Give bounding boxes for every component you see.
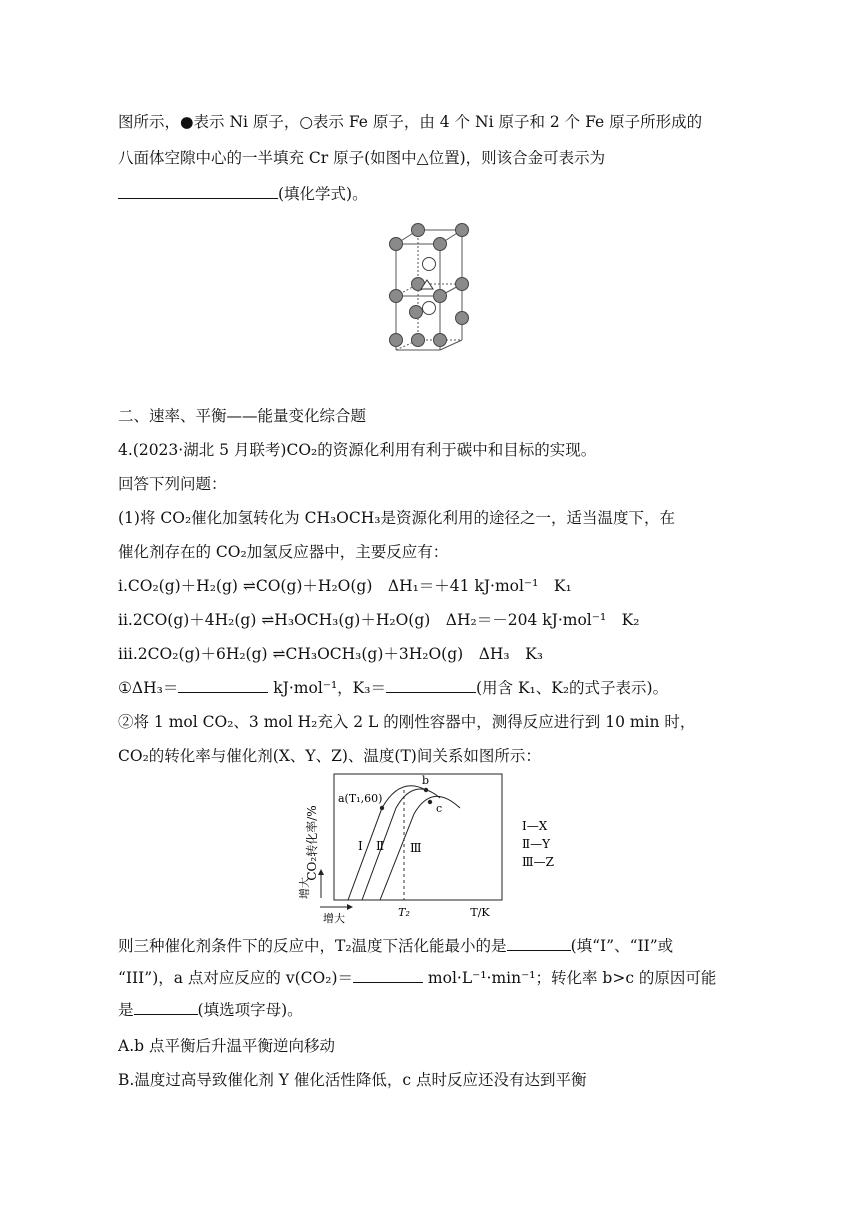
q3-line-2: 八面体空隙中心的一半填充 Cr 原子(如图中△位置)，则该合金可表示为: [118, 149, 606, 167]
after-chart-line1-suffix: (填“I”、“II”或: [570, 937, 674, 955]
series-label-3: Ⅲ: [410, 841, 422, 855]
sub1-prefix: ①ΔH₃＝: [118, 679, 179, 697]
point-label-b: b: [422, 774, 430, 787]
after-chart-line2: [118, 968, 716, 988]
reaction-i: i.CO₂(g)＋H₂(g) ⇌CO(g)＋H₂O(g) ΔH₁＝＋41 kJ·mol⁻¹ K₁: [118, 577, 572, 595]
answer-blank-catalyst[interactable]: [507, 936, 571, 951]
legend-item-x: Ⅰ—X: [522, 819, 548, 833]
curve-series-2: [362, 789, 443, 900]
q3-line-1: 图所示，●表示 Ni 原子，○表示 Fe 原子，由 4 个 Ni 原子和 2 个 Fe 原子所形成的: [118, 113, 703, 131]
after-chart-line1-prefix: 则三种催化剂条件下的反应中，T₂温度下活化能最小的是: [118, 937, 507, 955]
q4-title: 4.(2023·湖北 5 月联考)CO₂的资源化利用有利于碳中和目标的实现。: [118, 441, 597, 459]
legend-item-y: Ⅱ—Y: [522, 837, 551, 851]
after-chart-line3-suffix: (填选项字母)。: [197, 1001, 303, 1019]
section-heading: 二、速率、平衡——能量变化综合题: [118, 407, 367, 425]
sub1-mid: kJ·mol⁻¹，K₃＝: [268, 679, 386, 697]
after-chart-line2-prefix: “III”)，a 点对应反应的 v(CO₂)＝: [118, 969, 353, 987]
y-arrow-label: 增大: [298, 877, 311, 899]
point-b: [424, 788, 428, 792]
answer-blank-dh3[interactable]: [178, 678, 268, 693]
x-tick-label-t2: T₂: [398, 906, 410, 919]
series-label-1: Ⅰ: [358, 839, 363, 853]
legend-item-z: Ⅲ—Z: [522, 855, 554, 869]
after-chart-line1: [118, 936, 673, 956]
q3-line-3-suffix: (填化学式)。: [278, 185, 368, 203]
q4-sub2-line1: ②将 1 mol CO₂、3 mol H₂充入 2 L 的刚性容器中，测得反应进行到 10 min 时，: [118, 713, 696, 731]
x-arrow-label: 增大: [323, 912, 345, 925]
conversion-chart: [290, 768, 580, 928]
q4-part1-line2: 催化剂存在的 CO₂加氢反应器中，主要反应有：: [118, 543, 449, 561]
option-a: A.b 点平衡后升温平衡逆向移动: [118, 1037, 335, 1055]
answer-blank-rate[interactable]: [353, 968, 423, 983]
series-label-2: Ⅱ: [376, 839, 385, 853]
x-axis-label: T/K: [470, 906, 490, 919]
point-c: [428, 800, 432, 804]
crystal-structure-figure: [380, 212, 480, 352]
after-chart-line2-mid: mol·L⁻¹·min⁻¹；转化率 b>c 的原因可能: [423, 969, 717, 987]
sub1-suffix: (用含 K₁、K₂的式子表示)。: [475, 679, 669, 697]
q4-sub2-line2: CO₂的转化率与催化剂(X、Y、Z)、温度(T)间关系如图所示：: [118, 747, 541, 765]
reaction-iii: iii.2CO₂(g)＋6H₂(g) ⇌CH₃OCH₃(g)＋3H₂O(g) ΔH₃ K₃: [118, 645, 543, 663]
after-chart-line3-prefix: 是: [118, 1001, 134, 1019]
y-axis-label: CO₂转化率/%: [305, 805, 319, 881]
answer-blank-k3[interactable]: [386, 678, 476, 693]
q4-sub1: [118, 678, 668, 698]
q4-part1-line1: (1)将 CO₂催化加氢转化为 CH₃OCH₃是资源化利用的途径之一，适当温度下，在: [118, 509, 675, 527]
q4-prompt: 回答下列问题：: [118, 475, 227, 493]
point-label-c: c: [436, 802, 443, 815]
reaction-ii: ii.2CO(g)＋4H₂(g) ⇌H₃OCH₃(g)＋H₂O(g) ΔH₂＝－204 kJ·mol⁻¹ K₂: [118, 611, 640, 629]
option-b: B.温度过高导致催化剂 Y 催化活性降低，c 点时反应还没有达到平衡: [118, 1071, 587, 1089]
after-chart-line3: [118, 1000, 303, 1020]
answer-blank-formula[interactable]: [118, 184, 278, 199]
point-a: [380, 806, 384, 810]
q3-line-3: [118, 184, 368, 204]
answer-blank-option[interactable]: [134, 1000, 198, 1015]
point-label-a: a(T₁,60): [338, 792, 383, 805]
